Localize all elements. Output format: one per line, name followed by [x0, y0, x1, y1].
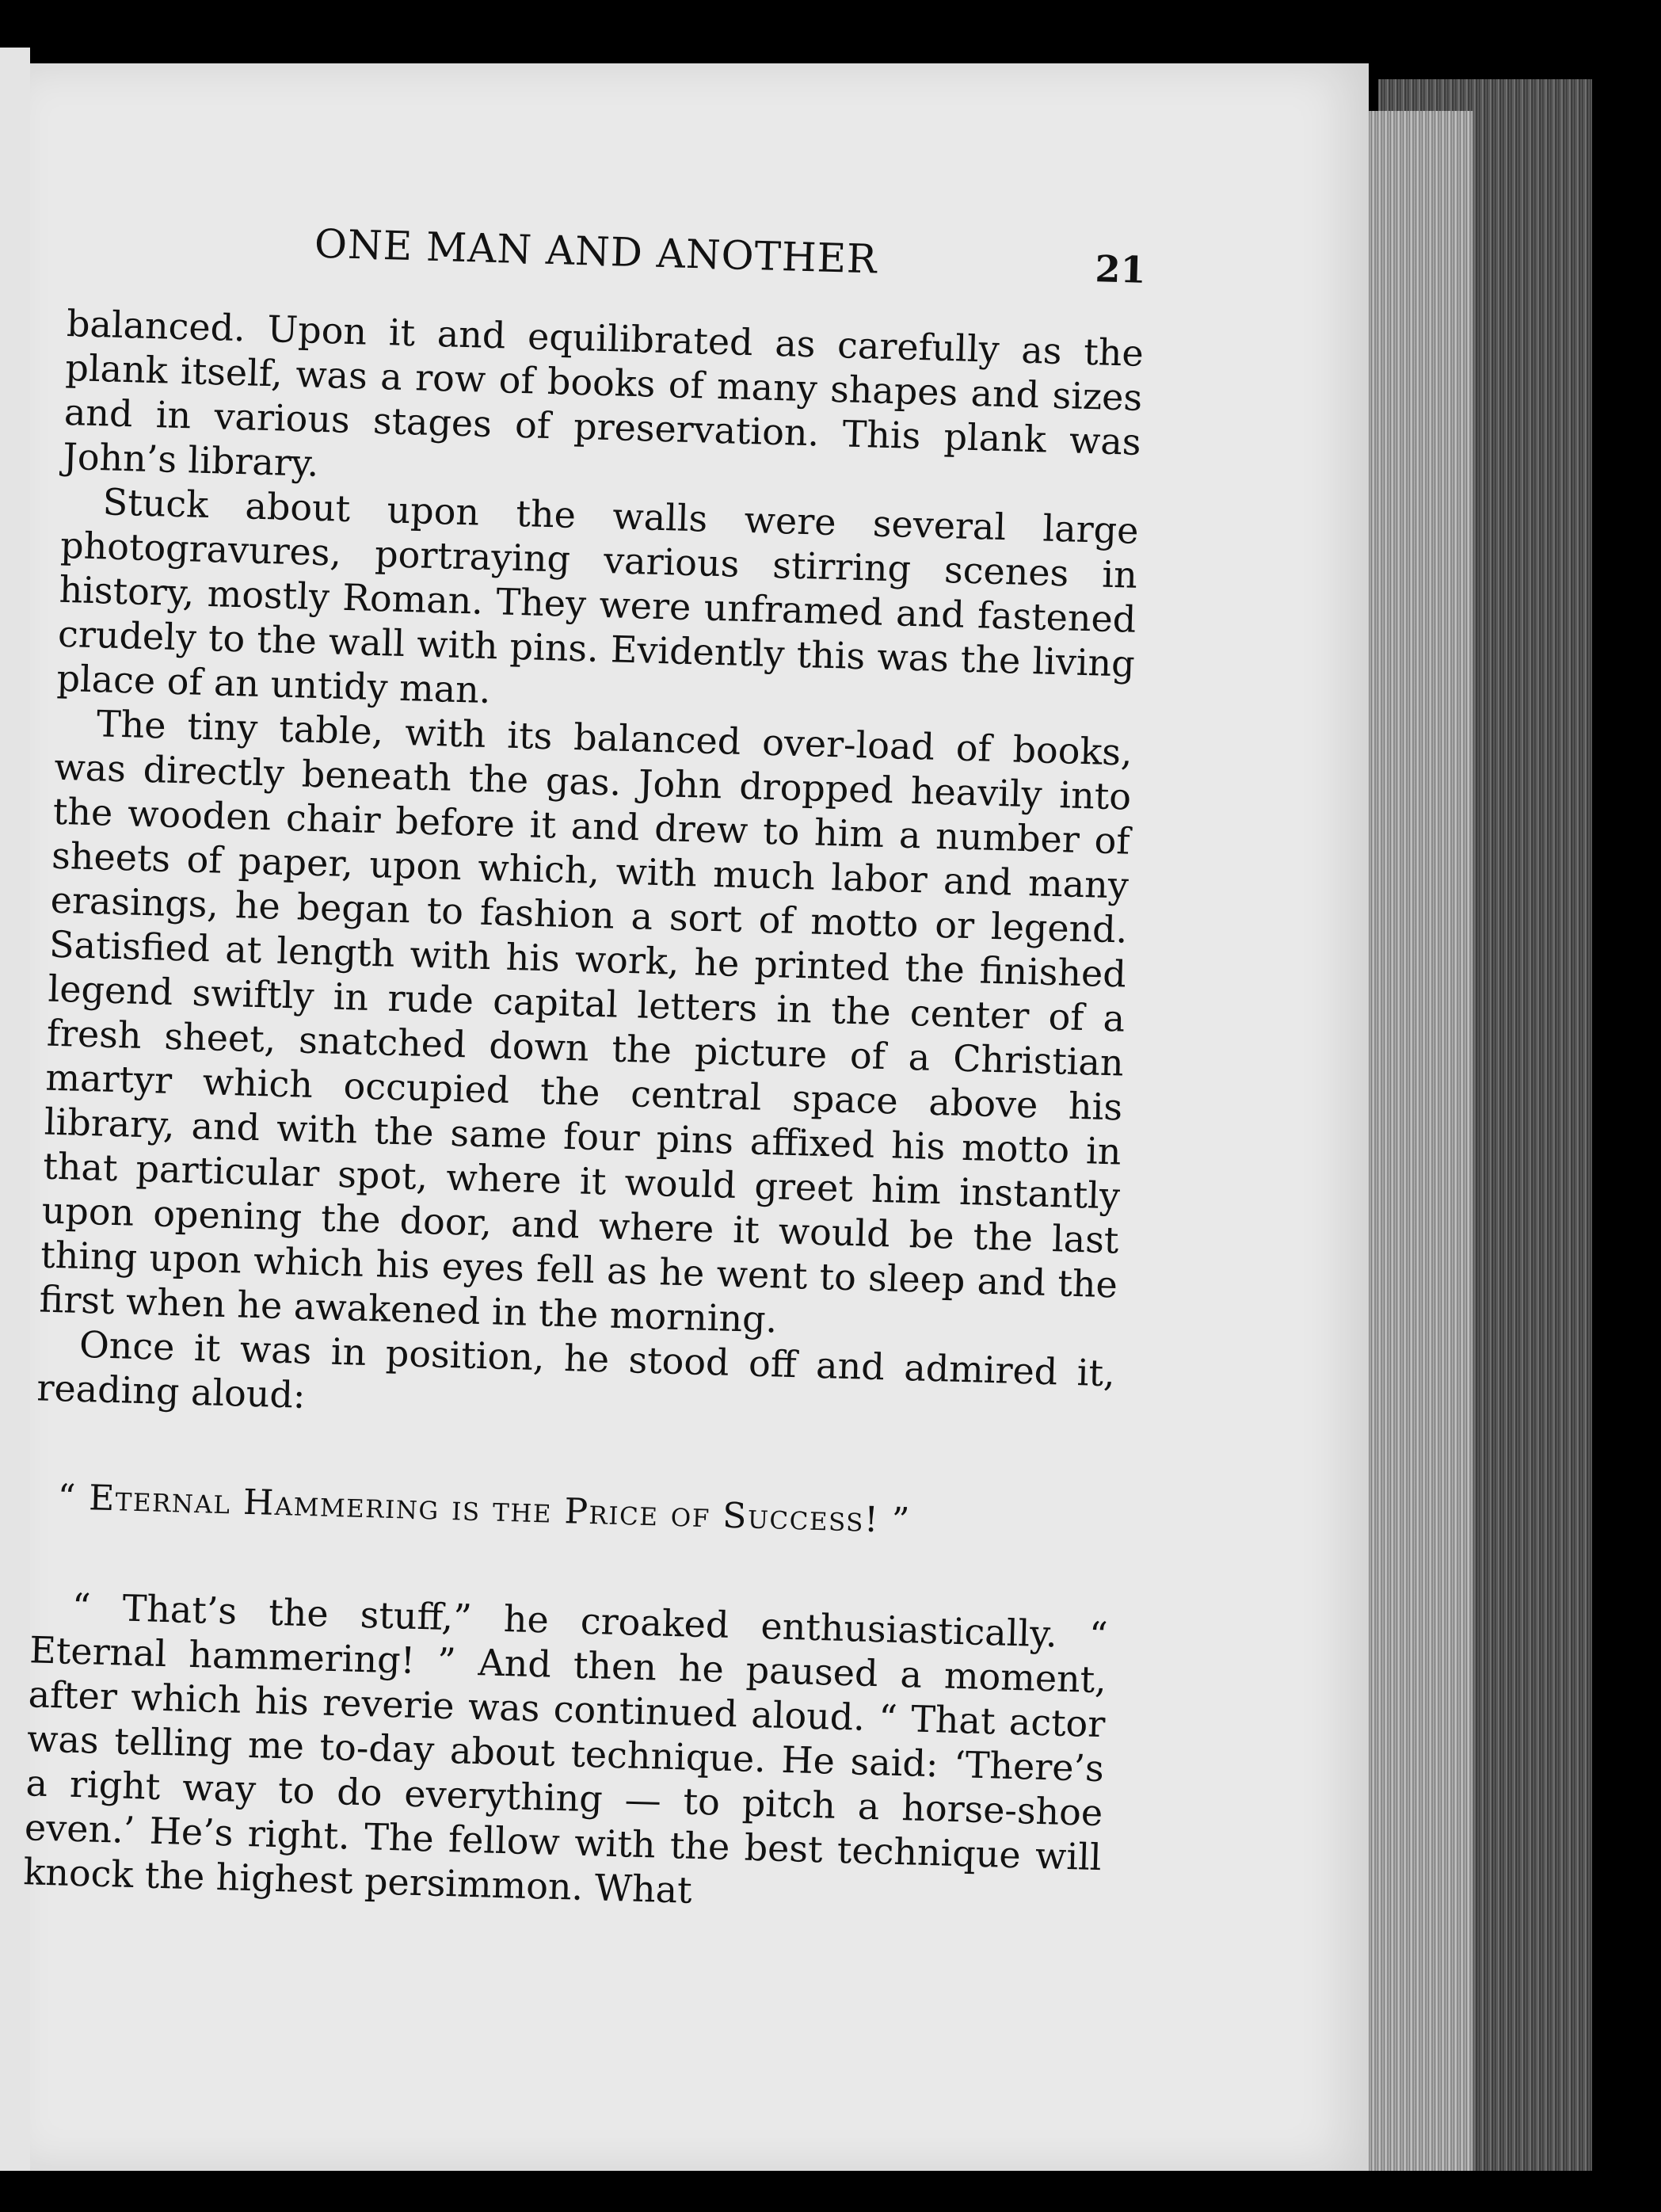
- page-number: 21: [1094, 247, 1147, 292]
- paragraph-3: The tiny table, with its balanced over-load of books, was directly beneath the gas. John dropped heavily into the wooden chair before it and drew to him a number of sheets of paper, upon which, with much labor and many erasings, he began to fashion a sort of motto or legend. Satisfied at length with his work, he printed the finished legend swiftly in rude capital letters in the center of a fresh sheet, snatched down the picture of a Christian martyr which occupied the central space above his library, and with the same four pins affixed his motto in that particular spot, where it would greet him instantly upon opening the door, and where it would be the last thing upon which his eyes fell as he went to sleep and the first when he awakened in the morning.: [38, 702, 1133, 1341]
- running-head: ONE MAN AND ANOTHER: [314, 220, 878, 283]
- paragraph-2: Stuck about upon the walls were several large photogravures, portraying various stirring scenes in history, mostly Roman. They were unframed and fastened crudely to the wall with pins. Evidently this was the living place of an untidy man.: [55, 480, 1140, 712]
- paragraph-4: Once it was in position, he stood off and admired it, reading aloud:: [36, 1322, 1116, 1417]
- motto-line: “ Eternal Hammering is the Price of Success! ”: [57, 1477, 912, 1542]
- paragraph-5: “ That’s the stuff,” he croaked enthusiastically. “ Eternal hammering! ” And then he paused a moment, after which his reverie was continued aloud. “ That actor was telling me to-day about technique. He said: ‘There’s a right way to do everything — to pitch a horse-shoe even.’ He’s right. The fellow with the best technique will knock the highest persimmon. What: [22, 1585, 1109, 1912]
- page-text-column: [23, 214, 1147, 1924]
- paragraph-1: balanced. Upon it and equilibrated as carefully as the plank itself, was a row of books of many shapes and sizes and in various stages of preservation. This plank was John’s library.: [62, 301, 1145, 485]
